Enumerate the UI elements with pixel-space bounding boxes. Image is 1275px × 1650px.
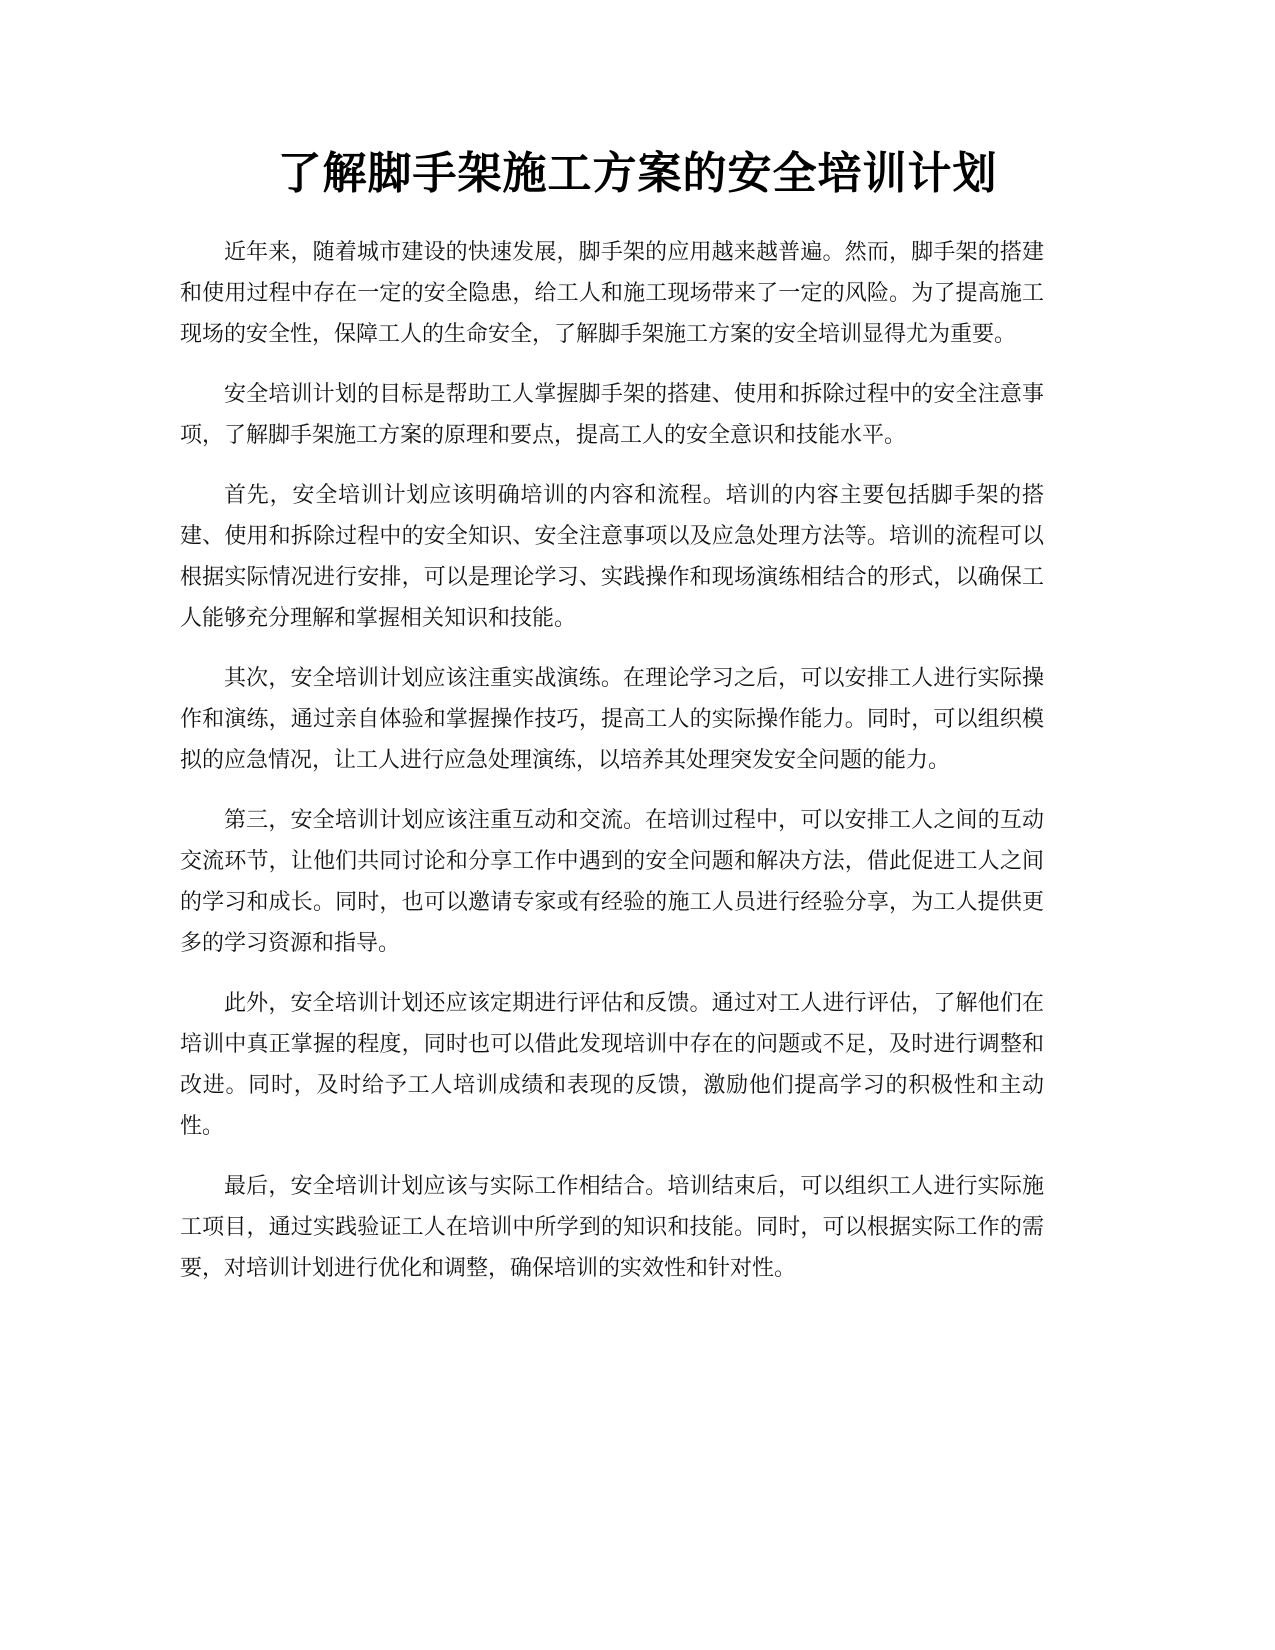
paragraph-finally: 最后，安全培训计划应该与实际工作相结合。培训结束后，可以组织工人进行实际施工项目，通过实践验证工人在培训中所学到的知识和技能。同时，可以根据实际工作的需要，对培训计划进行优化和调整，确保培训的实效性和针对性。 [180, 1174, 1044, 1281]
paragraph-second: 其次，安全培训计划应该注重实战演练。在理论学习之后，可以安排工人进行实际操作和演练，通过亲自体验和掌握操作技巧，提高工人的实际操作能力。同时，可以组织模拟的应急情况，让工人进行应急处理演练，以培养其处理突发安全问题的能力。 [180, 666, 1044, 773]
document-title: 了解脚手架施工方案的安全培训计划 [277, 148, 998, 199]
paragraph-additionally: 此外，安全培训计划还应该定期进行评估和反馈。通过对工人进行评估，了解他们在培训中真正掌握的程度，同时也可以借此发现培训中存在的问题或不足，及时进行调整和改进。同时，及时给予工人培训成绩和表现的反馈，激励他们提高学习的积极性和主动性。 [180, 991, 1044, 1139]
paragraph-third: 第三，安全培训计划应该注重互动和交流。在培训过程中，可以安排工人之间的互动交流环节，让他们共同讨论和分享工作中遇到的安全问题和解决方法，借此促进工人之间的学习和成长。同时，也可以邀请专家或有经验的施工人员进行经验分享，为工人提供更多的学习资源和指导。 [180, 808, 1044, 956]
paragraph-first: 首先，安全培训计划应该明确培训的内容和流程。培训的内容主要包括脚手架的搭建、使用和拆除过程中的安全知识、安全注意事项以及应急处理方法等。培训的流程可以根据实际情况进行安排，可以是理论学习、实践操作和现场演练相结合的形式，以确保工人能够充分理解和掌握相关知识和技能。 [180, 483, 1044, 631]
document-body [180, 232, 1044, 1308]
paragraph-intro: 近年来，随着城市建设的快速发展，脚手架的应用越来越普遍。然而，脚手架的搭建和使用过程中存在一定的安全隐患，给工人和施工现场带来了一定的风险。为了提高施工现场的安全性，保障工人的生命安全，了解脚手架施工方案的安全培训显得尤为重要。 [180, 240, 1044, 347]
paragraph-goal: 安全培训计划的目标是帮助工人掌握脚手架的搭建、使用和拆除过程中的安全注意事项，了解脚手架施工方案的原理和要点，提高工人的安全意识和技能水平。 [180, 382, 1044, 448]
